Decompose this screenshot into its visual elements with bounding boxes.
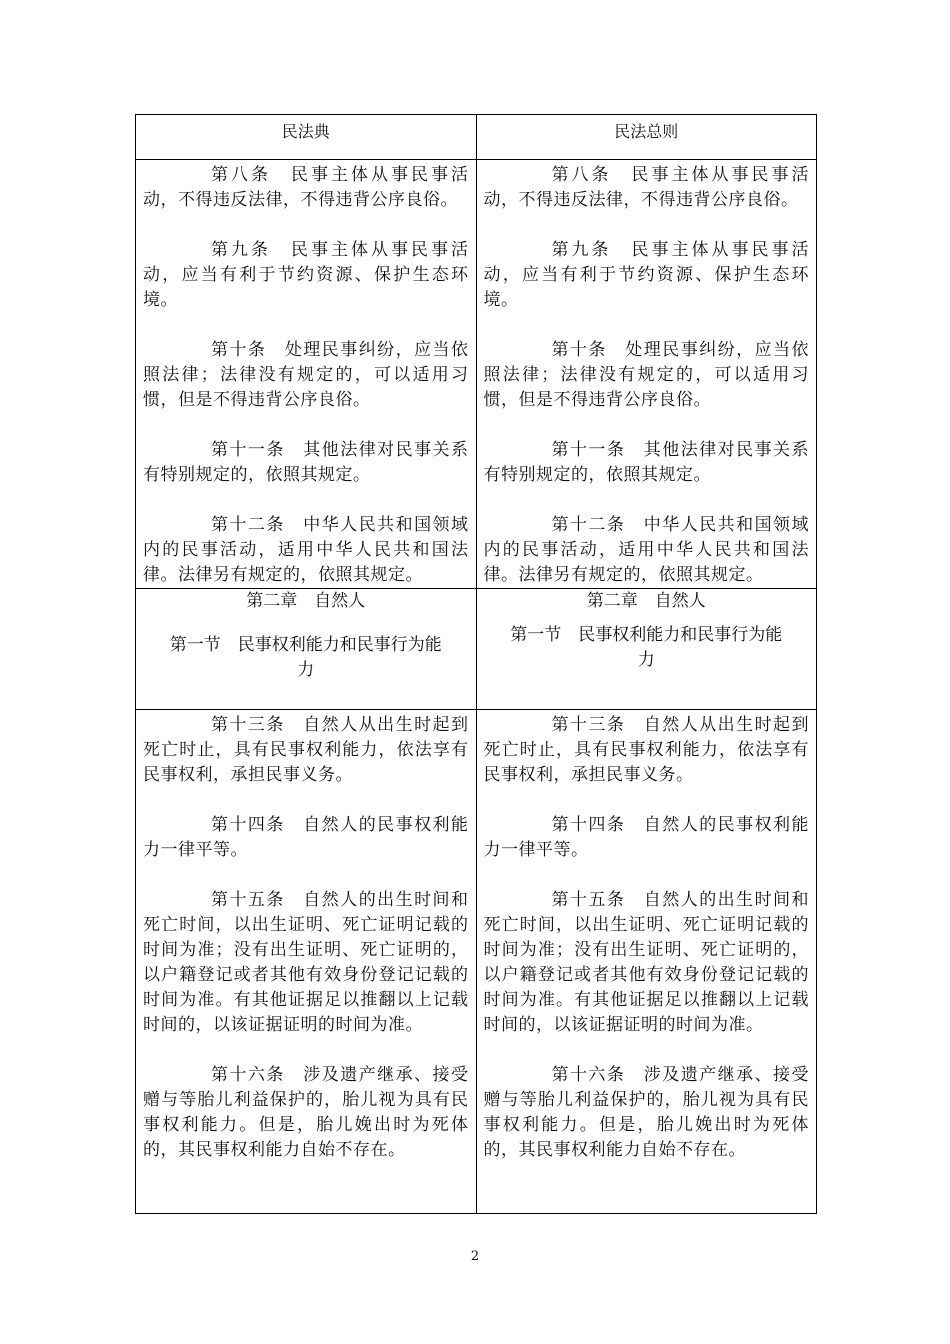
- header-right: 民法总则: [476, 115, 817, 160]
- section-title-left-line2: 力: [297, 660, 315, 680]
- section-title-left-line1: 第一节 民事权利能力和民事行为能: [169, 635, 442, 655]
- section-title-right: [476, 615, 817, 710]
- article-11-left: 第十一条 其他法律对民事关系有特别规定的，依照其规定。: [143, 440, 469, 485]
- article-15-right: 第十五条 自然人的出生时间和死亡时间，以出生证明、死亡证明记载的时间为准；没有出生证明、死亡证明的，以户籍登记或者其他有效身份登记记载的时间为准。有其他证据足以推翻以上记载时间的，以该证据证明的时间为准。: [483, 890, 809, 1035]
- articles-right-cell-2: [476, 710, 817, 1214]
- articles-left-cell-1: [136, 160, 477, 589]
- articles-row-1: [136, 160, 817, 589]
- article-8-right: 第八条 民事主体从事民事活动，不得违反法律，不得违背公序良俗。: [483, 165, 809, 210]
- article-12-left: 第十二条 中华人民共和国领域内的民事活动，适用中华人民共和国法律。法律另有规定的，依照其规定。: [143, 515, 469, 585]
- chapter-title-left: 第二章 自然人: [136, 589, 477, 616]
- section-title-right-line1: 第一节 民事权利能力和民事行为能: [510, 625, 783, 645]
- chapter-row: [136, 589, 817, 616]
- articles-right-cell-1: [476, 160, 817, 589]
- comparison-table: [135, 114, 817, 1214]
- articles-row-2: [136, 710, 817, 1214]
- chapter-title-right: 第二章 自然人: [476, 589, 817, 616]
- article-15-left: 第十五条 自然人的出生时间和死亡时间，以出生证明、死亡证明记载的时间为准；没有出生证明、死亡证明的，以户籍登记或者其他有效身份登记记载的时间为准。有其他证据足以推翻以上记载时间的，以该证据证明的时间为准。: [143, 890, 469, 1035]
- article-10-right: 第十条 处理民事纠纷，应当依照法律；法律没有规定的，可以适用习惯，但是不得违背公序良俗。: [483, 340, 809, 410]
- article-8-left: 第八条 民事主体从事民事活动，不得违反法律，不得违背公序良俗。: [143, 165, 469, 210]
- articles-left-cell-2: [136, 710, 477, 1214]
- page-number: 2: [470, 1249, 480, 1264]
- article-9-left: 第九条 民事主体从事民事活动，应当有利于节约资源、保护生态环境。: [143, 240, 469, 310]
- article-13-right: 第十三条 自然人从出生时起到死亡时止，具有民事权利能力，依法享有民事权利，承担民事义务。: [483, 715, 809, 785]
- article-13-left: 第十三条 自然人从出生时起到死亡时止，具有民事权利能力，依法享有民事权利，承担民事义务。: [143, 715, 469, 785]
- article-16-left: 第十六条 涉及遗产继承、接受赠与等胎儿利益保护的，胎儿视为具有民事权利能力。但是，胎儿娩出时为死体的，其民事权利能力自始不存在。: [143, 1065, 469, 1160]
- article-14-left: 第十四条 自然人的民事权利能力一律平等。: [143, 815, 469, 860]
- article-12-right: 第十二条 中华人民共和国领域内的民事活动，适用中华人民共和国法律。法律另有规定的，依照其规定。: [483, 515, 809, 585]
- article-14-right: 第十四条 自然人的民事权利能力一律平等。: [483, 815, 809, 860]
- article-11-right: 第十一条 其他法律对民事关系有特别规定的，依照其规定。: [483, 440, 809, 485]
- section-title-right-line2: 力: [637, 650, 655, 670]
- article-9-right: 第九条 民事主体从事民事活动，应当有利于节约资源、保护生态环境。: [483, 240, 809, 310]
- article-16-right: 第十六条 涉及遗产继承、接受赠与等胎儿利益保护的，胎儿视为具有民事权利能力。但是，胎儿娩出时为死体的，其民事权利能力自始不存在。: [483, 1065, 809, 1160]
- section-row: [136, 615, 817, 710]
- section-title-left: [136, 615, 477, 710]
- article-10-left: 第十条 处理民事纠纷，应当依照法律；法律没有规定的，可以适用习惯，但是不得违背公序良俗。: [143, 340, 469, 410]
- header-row: [136, 115, 817, 160]
- header-left: 民法典: [136, 115, 477, 160]
